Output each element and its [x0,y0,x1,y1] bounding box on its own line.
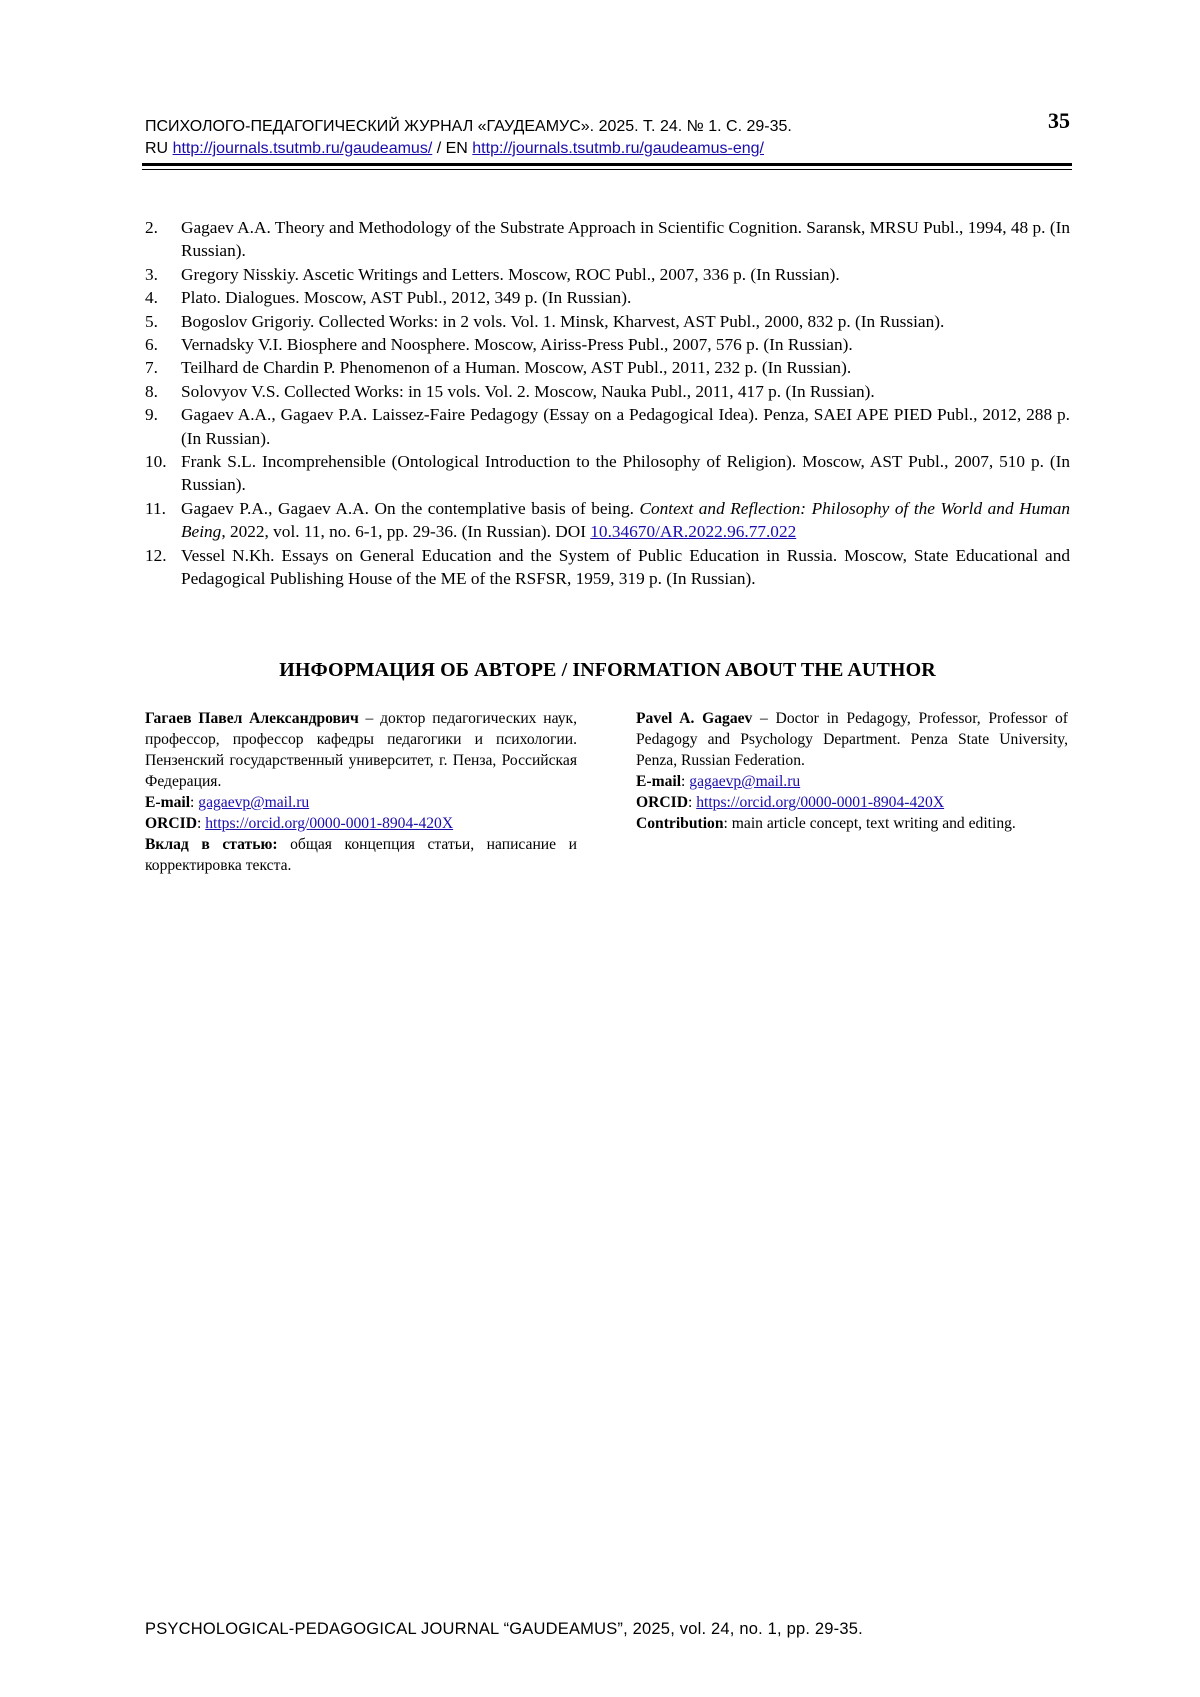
contribution-text: : main article concept, text writing and editing. [723,815,1016,832]
running-footer: PSYCHOLOGICAL-PEDAGOGICAL JOURNAL “GAUDEAMUS”, 2025, vol. 24, no. 1, pp. 29-35. [145,1620,863,1638]
reference-item [145,380,1070,403]
reference-number: 4. [145,288,158,308]
reference-text: Vessel N.Kh. Essays on General Education and the System of Public Education in Russia. Moscow, State Educational and Pedagogical Publishing House of the ME of the RSFSR, 1959, 319 p. (In Russian). [181,545,1070,589]
author-description: – доктор педагогических наук, профессор, профессор кафедры педагогики и психологии. Пензенский государственный университет, г. Пенза, Российская Федерация. [145,710,577,790]
orcid-label: ORCID [636,794,688,811]
reference-item [145,497,1070,544]
doi-link[interactable]: 10.34670/AR.2022.96.77.022 [590,522,797,542]
reference-item [145,333,1070,356]
author-info-en [636,708,1068,834]
reference-item [145,544,1070,591]
header-rule-thin [142,169,1072,170]
orcid-link[interactable]: https://orcid.org/0000-0001-8904-420X [205,815,454,832]
contribution-label: Contribution [636,815,724,832]
reference-number: 3. [145,264,158,284]
email-link[interactable]: gagaevp@mail.ru [689,773,801,790]
reference-text: Frank S.L. Incomprehensible (Ontological Introduction to the Philosophy of Religion). Moscow, AST Publ., 2007, 510 p. (In Russian). [181,452,1070,495]
reference-text: Solovyov V.S. Collected Works: in 15 vols. Vol. 2. Moscow, Nauka Publ., 2011, 417 p. (In Russian). [181,381,875,401]
contribution-line [145,834,577,876]
reference-number: 10. [145,452,167,472]
reference-item [145,216,1070,263]
reference-text: Gagaev A.A., Gagaev P.A. Laissez-Faire Pedagogy (Essay on a Pedagogical Idea). Penza, SAEI APE PIED Publ., 2012, 288 p. (In Russian). [181,405,1070,448]
reference-text: Gregory Nisskiy. Ascetic Writings and Letters. Moscow, ROC Publ., 2007, 336 p. (In Russian). [181,264,840,284]
running-header [145,108,1070,160]
contribution-text: общая концепция статьи, написание и корректировка текста. [145,836,577,874]
reference-item [145,286,1070,309]
reference-text: Teilhard de Chardin P. Phenomenon of a Human. Moscow, AST Publ., 2011, 232 p. (In Russian). [181,358,852,378]
email-line: E-mail: gagaevp@mail.ru [636,773,801,790]
email-label: E-mail [145,794,191,811]
reference-item [145,263,1070,286]
reference-text: Plato. Dialogues. Moscow, AST Publ., 2012, 349 p. (In Russian). [181,288,632,308]
author-info-ru [145,708,577,876]
reference-number: 8. [145,381,158,401]
ru-journal-link[interactable]: http://journals.tsutmb.ru/gaudeamus/ [172,140,433,157]
reference-text-before: Gagaev P.A., Gagaev A.A. On the contemplative basis of being. [181,498,640,518]
orcid-link[interactable]: https://orcid.org/0000-0001-8904-420X [696,794,945,811]
author-bio [145,708,577,792]
reference-number: 6. [145,335,158,355]
reference-text: Bogoslov Grigoriy. Collected Works: in 2 vols. Vol. 1. Minsk, Kharvest, AST Publ., 2000, 832 p. (In Russian). [181,311,945,331]
author-description: – Doctor in Pedagogy, Professor, Professor of Pedagogy and Psychology Department. Penza State University, Penza, Russian Federation. [636,710,1068,769]
orcid-label: ORCID [145,815,197,832]
header-rule-thick [142,163,1072,166]
reference-number: 12. [145,545,167,565]
reference-number: 5. [145,311,158,331]
lang-separator: / EN [432,140,473,157]
author-name: Гагаев Павел Александрович [145,710,359,727]
reference-item [145,403,1070,450]
contribution-label: Вклад в статью: [145,836,278,853]
ru-prefix: RU [145,140,173,157]
reference-text-after: , 2022, vol. 11, no. 6-1, pp. 29-36. (In Russian). DOI [221,522,591,542]
en-journal-link[interactable]: http://journals.tsutmb.ru/gaudeamus-eng/ [472,140,764,157]
reference-number: 2. [145,218,158,237]
reference-number: 11. [145,498,166,518]
reference-number: 9. [145,405,158,425]
email-line: E-mail: gagaevp@mail.ru [145,794,310,811]
reference-item [145,450,1070,497]
orcid-line: ORCID: https://orcid.org/0000-0001-8904-420X [145,815,454,832]
reference-journal-title: Context and Reflection: Philosophy of the World and Human Being [181,498,1071,542]
reference-item [145,356,1070,379]
orcid-line: ORCID: https://orcid.org/0000-0001-8904-420X [636,794,945,811]
reference-text: Vernadsky V.I. Biosphere and Noosphere. Moscow, Airiss-Press Publ., 2007, 576 p. (In Russian). [181,335,853,355]
author-bio [636,708,1068,771]
email-link[interactable]: gagaevp@mail.ru [198,794,310,811]
reference-text: Gagaev A.A. Theory and Methodology of the Substrate Approach in Scientific Cognition. Saransk, MRSU Publ., 1994, 48 p. (In Russian). [181,218,1070,261]
reference-item [145,310,1070,333]
email-label: E-mail [636,773,682,790]
contribution-line [636,813,1068,834]
reference-number: 7. [145,358,158,378]
page-number: 35 [1048,108,1070,133]
reference-list [145,216,1070,591]
author-name: Pavel A. Gagaev [636,710,753,727]
journal-citation: ПСИХОЛОГО-ПЕДАГОГИЧЕСКИЙ ЖУРНАЛ «ГАУДЕАМУС». 2025. Т. 24. № 1. С. 29-35. [145,118,792,135]
author-info-heading: ИНФОРМАЦИЯ ОБ АВТОРЕ / INFORMATION ABOUT THE AUTHOR [279,659,936,681]
